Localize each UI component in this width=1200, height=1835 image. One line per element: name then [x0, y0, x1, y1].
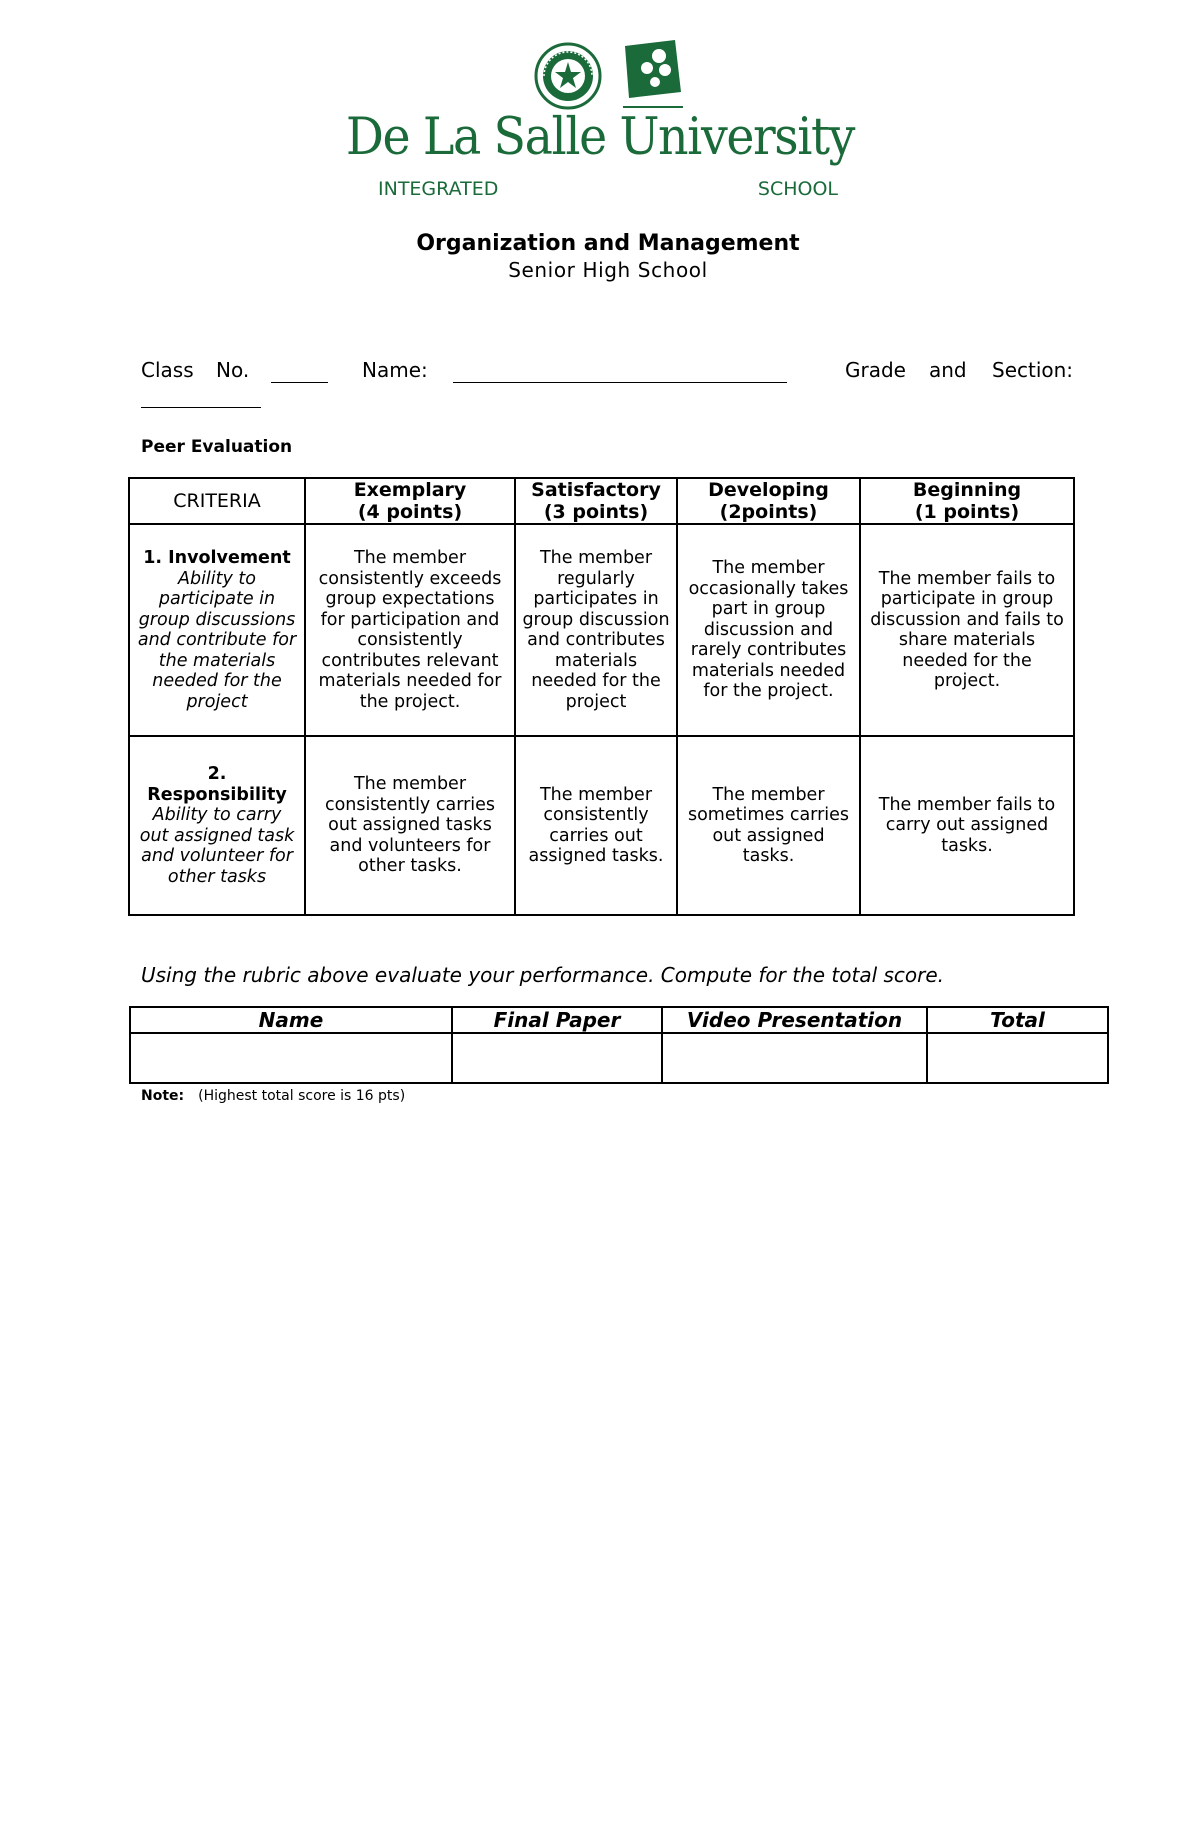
rubric-row	[129, 736, 1074, 915]
document-subtitle: Senior High School	[508, 258, 708, 282]
no-label: No.	[216, 358, 250, 382]
rubric-cell: The member fails to participate in group discussion and fails to share materials needed for the project.	[860, 524, 1074, 736]
name-field[interactable]	[453, 358, 787, 383]
level-points: (1 points)	[914, 501, 1020, 523]
rubric-header-row	[129, 478, 1074, 524]
note-text: (Highest total score is 16 pts)	[198, 1088, 406, 1104]
rubric-cell: The member consistently exceeds group expectations for participation and consistently contributes relevant materials needed for the project.	[305, 524, 515, 736]
total-score-cell[interactable]	[927, 1033, 1108, 1083]
note	[141, 1088, 405, 1104]
name-score-cell[interactable]	[130, 1033, 452, 1083]
score-header: Name	[130, 1007, 452, 1033]
rubric-row	[129, 524, 1074, 736]
instruction-text: Using the rubric above evaluate your performance. Compute for the total score.	[141, 963, 945, 987]
rubric-cell: The member consistently carries out assigned tasks and volunteers for other tasks.	[305, 736, 515, 915]
level-header	[515, 478, 677, 524]
criterion-cell	[129, 736, 305, 915]
video-presentation-score-cell[interactable]	[662, 1033, 927, 1083]
level-points: (3 points)	[543, 501, 649, 523]
rubric-table	[128, 477, 1075, 916]
criterion-cell	[129, 524, 305, 736]
cube-logo-icon	[619, 38, 691, 114]
score-header: Final Paper	[452, 1007, 662, 1033]
criterion-description: Ability to carry out assigned task and volunteer for other tasks	[139, 805, 295, 887]
criteria-header: CRITERIA	[129, 478, 305, 524]
score-header-row	[130, 1007, 1108, 1033]
logo-group	[534, 38, 694, 114]
note-label: Note:	[141, 1088, 185, 1104]
level-name: Developing	[708, 479, 829, 501]
name-label: Name:	[362, 358, 428, 382]
and-label: and	[929, 358, 967, 382]
level-points: (2points)	[719, 501, 818, 523]
document-title: Organization and Management	[416, 231, 800, 256]
rubric-cell: The member occasionally takes part in group discussion and rarely contributes materials needed for the project.	[677, 524, 860, 736]
criterion-name: 2. Responsibility	[147, 764, 287, 805]
score-header: Video Presentation	[662, 1007, 927, 1033]
level-name: Exemplary	[353, 479, 467, 501]
class-no-field[interactable]	[271, 358, 328, 383]
score-row	[130, 1033, 1108, 1083]
score-table	[129, 1006, 1109, 1084]
score-header: Total	[927, 1007, 1108, 1033]
student-info-row	[141, 358, 1075, 388]
rubric-cell: The member sometimes carries out assigned tasks.	[677, 736, 860, 915]
level-header	[860, 478, 1074, 524]
section-label: Section:	[992, 358, 1074, 382]
level-header	[305, 478, 515, 524]
university-name: De La Salle University	[345, 108, 855, 167]
level-header	[677, 478, 860, 524]
class-label: Class	[141, 358, 194, 382]
rubric-cell: The member consistently carries out assigned tasks.	[515, 736, 677, 915]
rubric-cell: The member regularly participates in group discussion and contributes materials needed for the project	[515, 524, 677, 736]
criterion-description: Ability to participate in group discussions and contribute for the materials needed for the project	[137, 568, 297, 712]
grade-section-field[interactable]	[141, 382, 261, 408]
rubric-cell: The member fails to carry out assigned tasks.	[860, 736, 1074, 915]
grade-label: Grade	[845, 358, 906, 382]
criterion-name: 1. Involvement	[143, 548, 291, 568]
level-name: Beginning	[912, 479, 1022, 501]
level-name: Satisfactory	[531, 479, 661, 501]
section-title: Peer Evaluation	[141, 437, 293, 457]
final-paper-score-cell[interactable]	[452, 1033, 662, 1083]
university-subtitle: INTEGRATED SCHOOL	[378, 178, 838, 200]
seal-icon	[534, 42, 602, 110]
level-points: (4 points)	[357, 501, 463, 523]
